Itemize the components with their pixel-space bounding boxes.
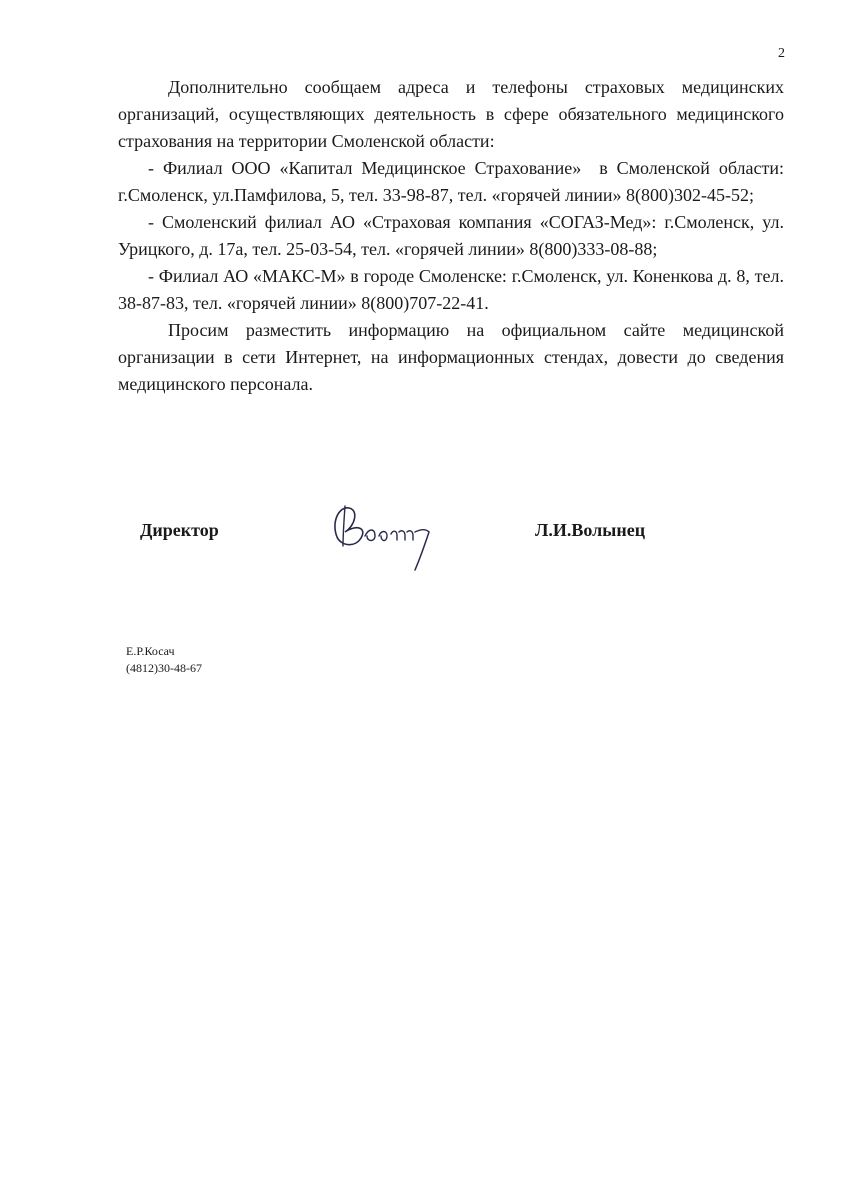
insurer-item-3: - Филиал АО «МАКС-М» в городе Смоленске: г.Смоленск, ул. Коненкова д. 8, тел. 38-87-83, тел. «горячей линии» 8(800)707-22-41. [118,266,789,313]
letter-body [118,74,789,398]
page-number: 2 [778,46,785,61]
insurer-item-2: - Смоленский филиал АО «Страховая компания «СОГАЗ-Мед»: г.Смоленск, ул. Урицкого, д. 17а, тел. 25-03-54, тел. «горячей линии» 8(800)333-08-88; [118,212,789,259]
signatory-name: Л.И.Волынец [535,520,646,540]
handwritten-signature [325,492,455,577]
insurer-item-1: - Филиал ООО «Капитал Медицинское Страхование» в Смоленской области: г.Смоленск, ул.Памфилова, 5, тел. 33-98-87, тел. «горячей линии» 8(800)302-45-52; [118,158,789,205]
executor-name: Е.Р.Косач [126,644,175,658]
request-paragraph: Просим разместить информацию на официальном сайте медицинской организации в сети Интернет, на информационных стендах, довести до сведения медицинского персонала. [118,320,784,394]
executor-phone: (4812)30-48-67 [126,661,202,675]
intro-paragraph: Дополнительно сообщаем адреса и телефоны страховых медицинских организаций, осуществляющих деятельность в сфере обязательного медицинского страхования на территории Смоленской области: [118,77,784,151]
executor-block [126,643,202,677]
signature-position: Директор [140,520,219,540]
